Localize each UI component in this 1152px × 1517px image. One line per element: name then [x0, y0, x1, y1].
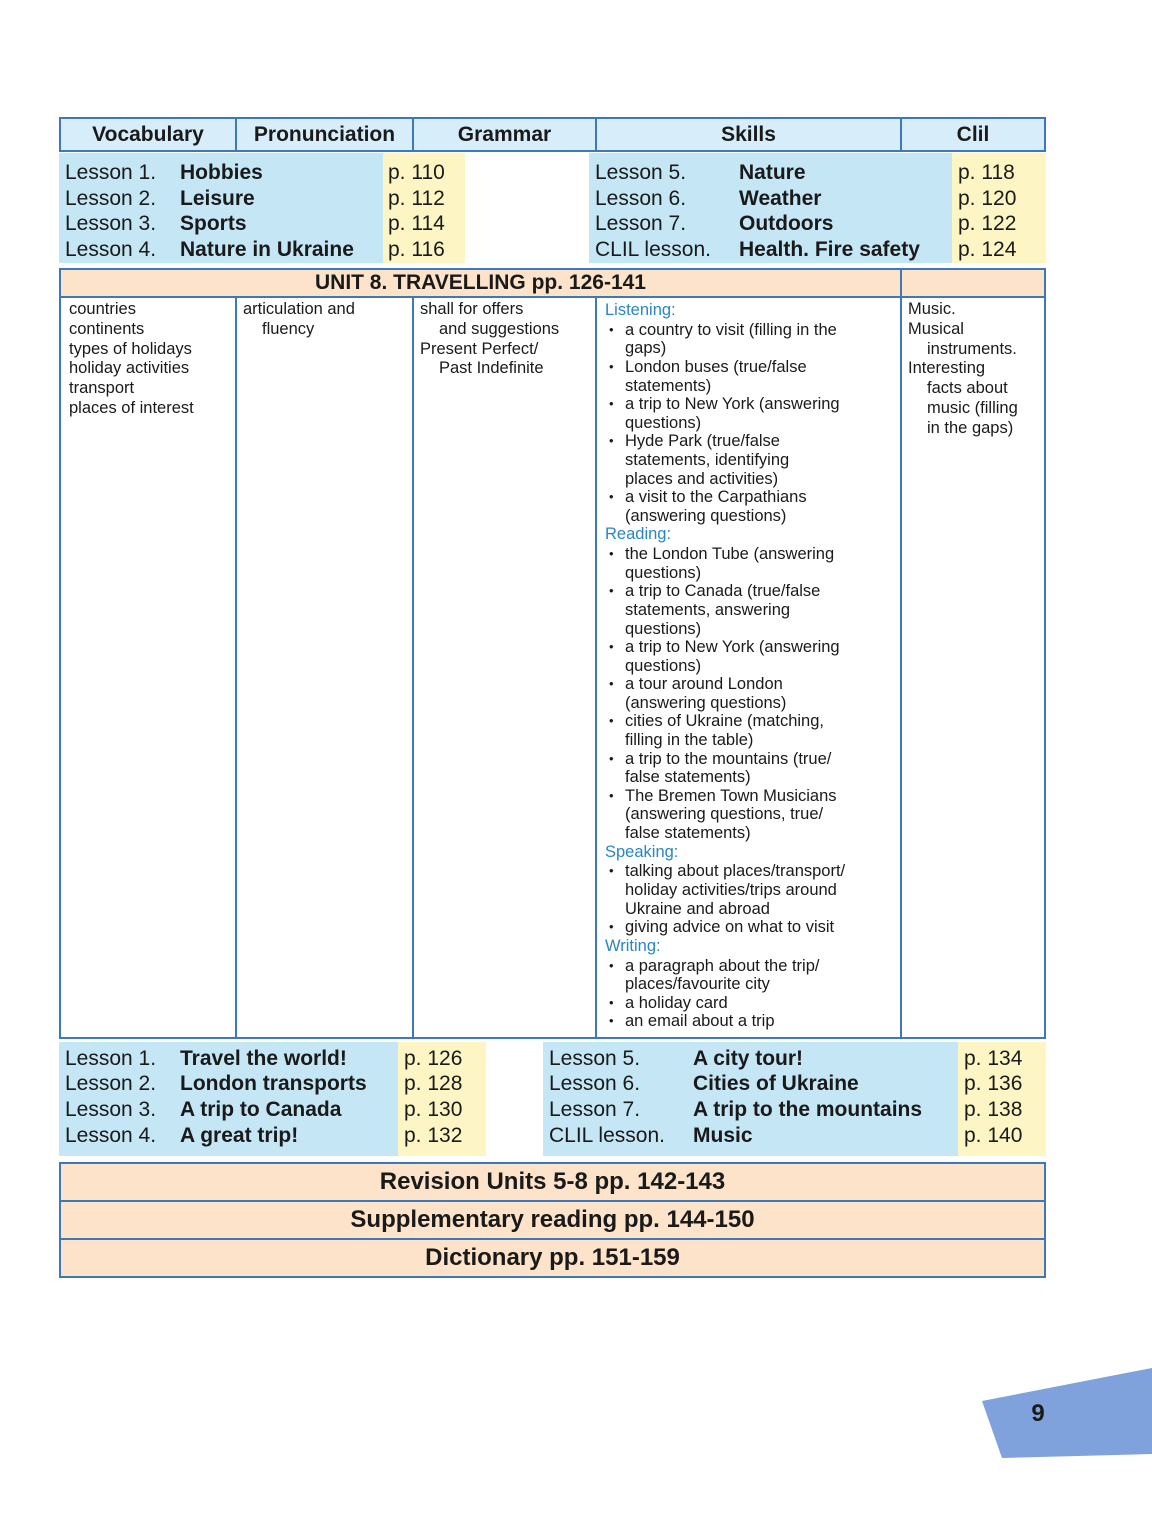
clil-line: Music.: [908, 300, 956, 318]
lesson-number: Lesson 4.: [65, 238, 157, 261]
skills-bullet-line: false statements): [625, 768, 751, 787]
lesson-page: p. 114: [388, 212, 445, 235]
skills-heading-listening: Listening:: [605, 301, 676, 319]
vocabulary-item: holiday activities: [69, 359, 190, 378]
lesson-row: [549, 1097, 923, 1122]
skills-bullet-line: • a trip to New York (answering: [625, 638, 840, 657]
lesson-title: Nature in Ukraine: [180, 238, 354, 261]
page-tab: [982, 1368, 1152, 1458]
dictionary-row: [59, 1238, 1046, 1278]
vocabulary-item: types of holidays: [69, 339, 192, 358]
lesson-number: CLIL lesson.: [549, 1124, 665, 1147]
vocabulary-item: continents: [69, 319, 145, 338]
grammar-line: and suggestions: [439, 319, 560, 338]
skills-bullet-line: • London buses (true/false: [625, 357, 807, 376]
lesson-row: [65, 186, 255, 211]
col-header-pronunciation-label: Pronunciation: [253, 122, 396, 146]
pronunciation-line: articulation and: [243, 300, 355, 318]
lesson-row: [549, 1071, 859, 1096]
lesson-number: Lesson 3.: [65, 1098, 157, 1121]
pronunciation-line: fluency: [262, 319, 315, 338]
vocabulary-item: countries: [69, 300, 136, 318]
revision-row: [59, 1162, 1046, 1202]
lesson-number: Lesson 1.: [65, 161, 157, 184]
lesson-row: [65, 237, 354, 262]
skills-bullet-line: filling in the table): [625, 731, 754, 750]
skills-bullet-line: false statements): [625, 824, 751, 843]
lesson-title: Hobbies: [180, 161, 263, 184]
skills-bullet-item: [605, 1012, 896, 1031]
lesson-title: Outdoors: [739, 212, 834, 235]
clil-line: in the gaps): [927, 418, 1014, 437]
skills-bullet-line: • a tour around London: [625, 675, 783, 694]
skills-bullet-line: statements, identifying: [625, 450, 790, 469]
lesson-page: p. 120: [958, 187, 1017, 210]
skills-bullet-line: • a country to visit (filling in the: [625, 320, 837, 339]
lesson-row: [549, 1123, 753, 1148]
col-header-skills: [595, 117, 902, 152]
skills-bullet-line: places/favourite city: [625, 975, 770, 994]
unit8-vocabulary-cell: [59, 296, 237, 1039]
col-header-clil-label: Clil: [956, 122, 990, 146]
lesson-page: p. 110: [388, 161, 445, 184]
unit8-title-banner: [59, 268, 902, 298]
supplementary-row: [59, 1200, 1046, 1240]
lesson-row: [65, 1046, 347, 1071]
grammar-line: Past Indefinite: [439, 359, 544, 378]
lesson-page: p. 128: [404, 1072, 463, 1095]
col-header-clil: [900, 117, 1046, 152]
skills-bullet-item: [605, 787, 896, 843]
unit8-title-banner-clil: [900, 268, 1046, 298]
skills-bullet-item: [605, 638, 896, 675]
vocabulary-item: transport: [69, 379, 135, 398]
skills-bullet-line: Ukraine and abroad: [625, 899, 770, 918]
lesson-title: Weather: [739, 187, 822, 210]
supplementary-label: Supplementary reading pp. 144-150: [350, 1206, 755, 1233]
lesson-row: [65, 1071, 367, 1096]
skills-bullet-line: • the London Tube (answering: [625, 545, 835, 564]
lesson-row: [65, 211, 247, 236]
lesson-row: [549, 1046, 804, 1071]
skills-bullet-item: [605, 432, 896, 488]
skills-list: [605, 301, 896, 1031]
lesson-page: p. 122: [958, 212, 1017, 235]
lesson-number: Lesson 7.: [595, 212, 687, 235]
col-header-grammar: [412, 117, 597, 152]
grammar-line: Present Perfect/: [420, 339, 539, 358]
lesson-title: Travel the world!: [180, 1047, 347, 1070]
lesson-row: [65, 1123, 299, 1148]
vocabulary-item: places of interest: [69, 398, 194, 417]
revision-label: Revision Units 5-8 pp. 142-143: [379, 1168, 726, 1195]
skills-bullet-line: questions): [625, 413, 702, 432]
lesson-title: A trip to Canada: [180, 1098, 342, 1121]
unit8-clil-cell: [900, 296, 1046, 1039]
skills-bullet-item: [605, 750, 896, 787]
unit8-title: UNIT 8. TRAVELLING pp. 126-141: [314, 271, 646, 294]
lesson-page: p. 132: [404, 1124, 463, 1147]
lesson-title: A trip to the mountains: [693, 1098, 923, 1121]
lesson-title: A great trip!: [180, 1124, 299, 1147]
col-header-skills-label: Skills: [721, 122, 776, 146]
skills-bullet-item: [605, 862, 896, 918]
lesson-number: Lesson 3.: [65, 212, 157, 235]
lesson-page: p. 112: [388, 187, 445, 210]
skills-bullet-line: • a trip to New York (answering: [625, 395, 840, 414]
lesson-title: London transports: [180, 1072, 367, 1095]
lesson-title: Nature: [739, 161, 806, 184]
lesson-page: p. 118: [958, 161, 1015, 184]
lesson-number: Lesson 7.: [549, 1098, 641, 1121]
skills-heading-speaking: Speaking:: [605, 842, 679, 861]
lesson-row: [65, 160, 263, 185]
lesson-number: Lesson 6.: [549, 1072, 641, 1095]
clil-line: instruments.: [927, 339, 1017, 358]
skills-bullet-item: [605, 358, 896, 395]
col-header-grammar-label: Grammar: [457, 122, 552, 146]
lesson-page: p. 130: [404, 1098, 463, 1121]
lesson-number: Lesson 5.: [549, 1047, 641, 1070]
lesson-title: A city tour!: [693, 1047, 804, 1070]
skills-bullet-line: (answering questions): [625, 693, 787, 712]
skills-bullet-line: • a paragraph about the trip/: [625, 956, 820, 975]
skills-bullet-item: [605, 957, 896, 994]
skills-bullet-line: • a trip to Canada (true/false: [625, 582, 821, 601]
clil-line: facts about: [927, 379, 1008, 398]
lesson-number: Lesson 5.: [595, 161, 687, 184]
lesson-row: [65, 1097, 342, 1122]
skills-bullet-line: • a holiday card: [625, 993, 728, 1012]
dictionary-label: Dictionary pp. 151-159: [425, 1244, 680, 1271]
skills-bullet-line: • The Bremen Town Musicians: [625, 786, 837, 805]
unit8-skills-cell: [595, 296, 902, 1039]
lesson-number: Lesson 2.: [65, 187, 157, 210]
lesson-number: Lesson 2.: [65, 1072, 157, 1095]
col-header-vocabulary-label: Vocabulary: [92, 122, 204, 146]
lesson-title: Sports: [180, 212, 247, 235]
skills-bullet-line: questions): [625, 656, 702, 675]
clil-line: music (filling: [927, 398, 1018, 417]
page-tab-shape: [982, 1368, 1152, 1458]
skills-bullet-item: [605, 675, 896, 712]
lesson-row: [595, 237, 920, 262]
lesson-title: Cities of Ukraine: [693, 1072, 859, 1095]
unit8-grammar-cell: [412, 296, 597, 1039]
lesson-row: [595, 186, 822, 211]
skills-bullet-item: [605, 321, 896, 358]
col-header-pronunciation: [235, 117, 414, 152]
lesson-page: p. 126: [404, 1047, 463, 1070]
lesson-title: Health. Fire safety: [739, 238, 920, 261]
lesson-row: [595, 160, 806, 185]
lesson-number: Lesson 4.: [65, 1124, 157, 1147]
skills-bullet-line: questions): [625, 563, 702, 582]
skills-bullet-item: [605, 994, 896, 1013]
lesson-page: p. 136: [964, 1072, 1023, 1095]
skills-bullet-line: • an email about a trip: [625, 1012, 775, 1031]
skills-bullet-line: • a visit to the Carpathians: [625, 488, 807, 507]
lesson-page: p. 138: [964, 1098, 1023, 1121]
unit8-pronunciation-cell: [235, 296, 414, 1039]
skills-bullet-line: statements, answering: [625, 600, 791, 619]
skills-bullet-line: • a trip to the mountains (true/: [625, 749, 832, 768]
skills-bullet-line: (answering questions, true/: [625, 805, 824, 824]
clil-line: Musical: [908, 319, 964, 338]
skills-bullet-item: [605, 712, 896, 749]
lesson-page: p. 140: [964, 1124, 1023, 1147]
lesson-number: Lesson 1.: [65, 1047, 157, 1070]
skills-bullet-line: • cities of Ukraine (matching,: [625, 712, 824, 731]
lesson-title: Leisure: [180, 187, 255, 210]
skills-bullet-line: • Hyde Park (true/false: [625, 432, 780, 451]
skills-bullet-item: [605, 918, 896, 937]
lesson-row: [595, 211, 834, 236]
skills-bullet-line: • giving advice on what to visit: [625, 918, 835, 937]
col-header-vocabulary: [59, 117, 237, 152]
lesson-number: Lesson 6.: [595, 187, 687, 210]
skills-bullet-line: statements): [625, 376, 712, 395]
lesson-number: CLIL lesson.: [595, 238, 711, 261]
skills-bullet-line: holiday activities/trips around: [625, 881, 837, 900]
skills-bullet-item: [605, 488, 896, 525]
skills-bullet-item: [605, 395, 896, 432]
lesson-page: p. 124: [958, 238, 1017, 261]
skills-bullet-line: (answering questions): [625, 506, 787, 525]
lesson-page: p. 116: [388, 238, 445, 261]
skills-bullet-item: [605, 545, 896, 582]
lesson-page: p. 134: [964, 1047, 1023, 1070]
lesson-title: Music: [693, 1124, 753, 1147]
skills-bullet-item: [605, 582, 896, 638]
page-number: 9: [1031, 1400, 1045, 1427]
clil-line: Interesting: [908, 359, 986, 378]
skills-bullet-line: questions): [625, 619, 702, 638]
skills-heading-writing: Writing:: [605, 936, 661, 955]
skills-bullet-line: places and activities): [625, 469, 779, 488]
skills-heading-reading: Reading:: [605, 525, 672, 544]
skills-bullet-line: gaps): [625, 339, 667, 358]
skills-bullet-line: • talking about places/transport/: [625, 862, 846, 881]
grammar-line: shall for offers: [420, 300, 524, 318]
